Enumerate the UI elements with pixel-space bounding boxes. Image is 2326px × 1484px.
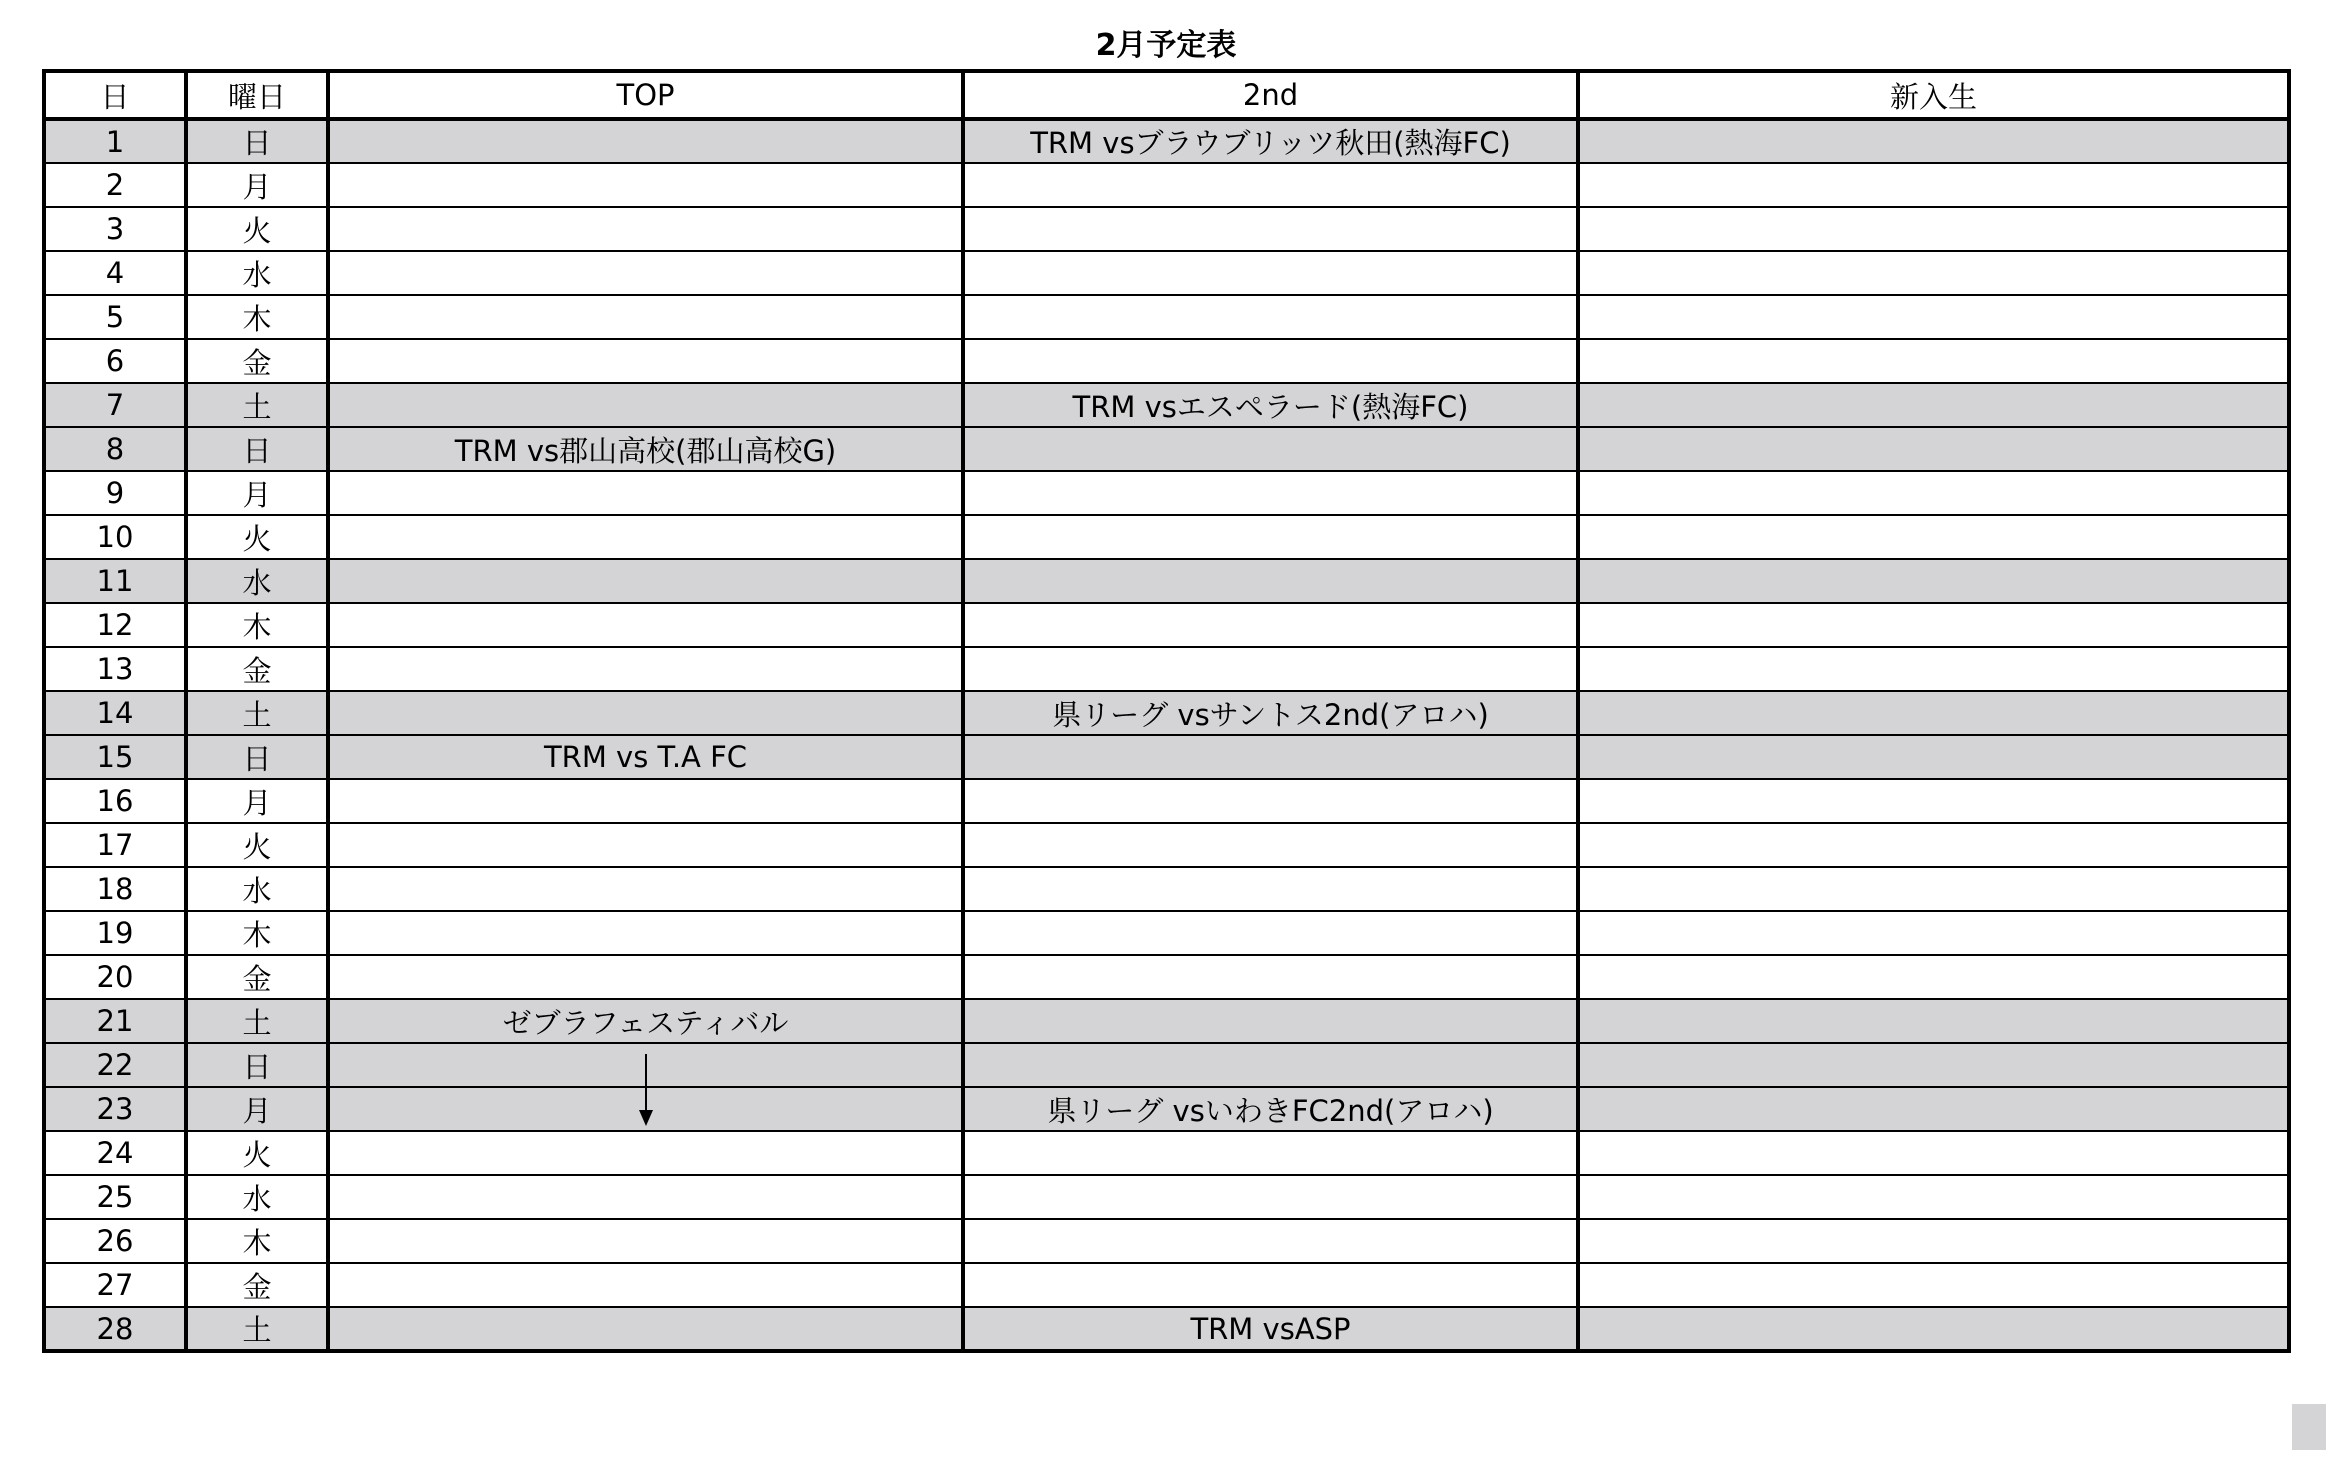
top-cell xyxy=(328,1043,963,1087)
weekday-cell: 水 xyxy=(186,559,328,603)
weekday-cell: 土 xyxy=(186,383,328,427)
day-cell: 27 xyxy=(44,1263,186,1307)
top-cell xyxy=(328,691,963,735)
day-cell: 14 xyxy=(44,691,186,735)
newcomers-cell xyxy=(1578,1087,2289,1131)
newcomers-cell xyxy=(1578,427,2289,471)
weekday-cell: 木 xyxy=(186,911,328,955)
continuation-arrow-icon xyxy=(631,1054,661,1130)
table-row xyxy=(44,1219,2289,1263)
table-row xyxy=(44,647,2289,691)
page-title xyxy=(0,26,2326,66)
second-cell xyxy=(963,1263,1578,1307)
page-edge-shade xyxy=(2292,1404,2326,1450)
newcomers-cell xyxy=(1578,471,2289,515)
top-cell xyxy=(328,1175,963,1219)
table-row xyxy=(44,207,2289,251)
newcomers-cell xyxy=(1578,559,2289,603)
day-cell: 26 xyxy=(44,1219,186,1263)
day-cell: 25 xyxy=(44,1175,186,1219)
second-cell: TRM vsASP xyxy=(963,1307,1578,1351)
table-row xyxy=(44,1263,2289,1307)
second-cell xyxy=(963,163,1578,207)
top-cell xyxy=(328,295,963,339)
weekday-cell: 火 xyxy=(186,515,328,559)
day-cell: 3 xyxy=(44,207,186,251)
newcomers-cell xyxy=(1578,163,2289,207)
day-cell: 6 xyxy=(44,339,186,383)
table-row xyxy=(44,603,2289,647)
table-row xyxy=(44,339,2289,383)
table-row xyxy=(44,295,2289,339)
top-cell xyxy=(328,119,963,163)
second-cell xyxy=(963,427,1578,471)
table-row xyxy=(44,427,2289,471)
weekday-cell: 土 xyxy=(186,691,328,735)
newcomers-cell xyxy=(1578,251,2289,295)
table-row xyxy=(44,867,2289,911)
day-cell: 1 xyxy=(44,119,186,163)
second-cell xyxy=(963,559,1578,603)
day-cell: 22 xyxy=(44,1043,186,1087)
second-cell xyxy=(963,471,1578,515)
day-cell: 18 xyxy=(44,867,186,911)
newcomers-cell xyxy=(1578,735,2289,779)
second-cell xyxy=(963,603,1578,647)
table-row xyxy=(44,823,2289,867)
weekday-cell: 木 xyxy=(186,1219,328,1263)
second-cell xyxy=(963,251,1578,295)
weekday-cell: 木 xyxy=(186,603,328,647)
day-cell: 7 xyxy=(44,383,186,427)
weekday-cell: 月 xyxy=(186,1087,328,1131)
weekday-cell: 水 xyxy=(186,867,328,911)
schedule-table xyxy=(42,69,2291,1353)
newcomers-cell xyxy=(1578,999,2289,1043)
table-row xyxy=(44,119,2289,163)
header-newcomers: 新入生 xyxy=(1578,71,2289,119)
day-cell: 16 xyxy=(44,779,186,823)
table-row xyxy=(44,559,2289,603)
newcomers-cell xyxy=(1578,383,2289,427)
top-cell xyxy=(328,163,963,207)
weekday-cell: 金 xyxy=(186,339,328,383)
weekday-cell: 火 xyxy=(186,823,328,867)
day-cell: 9 xyxy=(44,471,186,515)
day-cell: 20 xyxy=(44,955,186,999)
newcomers-cell xyxy=(1578,1043,2289,1087)
weekday-cell: 金 xyxy=(186,1263,328,1307)
newcomers-cell xyxy=(1578,207,2289,251)
header-top: TOP xyxy=(328,71,963,119)
top-cell xyxy=(328,1219,963,1263)
newcomers-cell xyxy=(1578,779,2289,823)
table-row xyxy=(44,999,2289,1043)
top-cell: TRM vs T.A FC xyxy=(328,735,963,779)
newcomers-cell xyxy=(1578,603,2289,647)
top-cell xyxy=(328,339,963,383)
weekday-cell: 日 xyxy=(186,1043,328,1087)
weekday-cell: 金 xyxy=(186,955,328,999)
day-cell: 19 xyxy=(44,911,186,955)
newcomers-cell xyxy=(1578,1263,2289,1307)
newcomers-cell xyxy=(1578,119,2289,163)
top-cell xyxy=(328,1263,963,1307)
table-row xyxy=(44,779,2289,823)
table-row xyxy=(44,163,2289,207)
newcomers-cell xyxy=(1578,1131,2289,1175)
top-cell xyxy=(328,559,963,603)
schedule-body xyxy=(44,119,2289,1351)
second-cell xyxy=(963,779,1578,823)
weekday-cell: 日 xyxy=(186,427,328,471)
second-cell xyxy=(963,295,1578,339)
newcomers-cell xyxy=(1578,515,2289,559)
weekday-cell: 火 xyxy=(186,1131,328,1175)
header-second: 2nd xyxy=(963,71,1578,119)
table-row xyxy=(44,955,2289,999)
table-row xyxy=(44,911,2289,955)
second-cell: 県リーグ vsサントス2nd(アロハ) xyxy=(963,691,1578,735)
day-cell: 2 xyxy=(44,163,186,207)
second-cell xyxy=(963,515,1578,559)
day-cell: 23 xyxy=(44,1087,186,1131)
top-cell xyxy=(328,1307,963,1351)
newcomers-cell xyxy=(1578,911,2289,955)
day-cell: 24 xyxy=(44,1131,186,1175)
table-row xyxy=(44,1175,2289,1219)
second-cell xyxy=(963,823,1578,867)
top-cell xyxy=(328,647,963,691)
weekday-cell: 水 xyxy=(186,1175,328,1219)
second-cell xyxy=(963,207,1578,251)
top-cell xyxy=(328,779,963,823)
second-cell xyxy=(963,911,1578,955)
newcomers-cell xyxy=(1578,955,2289,999)
second-cell xyxy=(963,1219,1578,1263)
newcomers-cell xyxy=(1578,647,2289,691)
second-cell xyxy=(963,1175,1578,1219)
top-cell xyxy=(328,515,963,559)
day-cell: 21 xyxy=(44,999,186,1043)
top-cell xyxy=(328,955,963,999)
top-cell xyxy=(328,823,963,867)
second-cell: TRM vsブラウブリッツ秋田(熱海FC) xyxy=(963,119,1578,163)
newcomers-cell xyxy=(1578,1175,2289,1219)
weekday-cell: 木 xyxy=(186,295,328,339)
table-row xyxy=(44,251,2289,295)
top-cell xyxy=(328,383,963,427)
table-row xyxy=(44,1131,2289,1175)
top-cell xyxy=(328,867,963,911)
newcomers-cell xyxy=(1578,823,2289,867)
second-cell xyxy=(963,1131,1578,1175)
day-cell: 13 xyxy=(44,647,186,691)
table-row xyxy=(44,1087,2289,1131)
day-cell: 17 xyxy=(44,823,186,867)
top-cell xyxy=(328,471,963,515)
day-cell: 15 xyxy=(44,735,186,779)
weekday-cell: 月 xyxy=(186,779,328,823)
second-cell xyxy=(963,735,1578,779)
table-row xyxy=(44,471,2289,515)
day-cell: 12 xyxy=(44,603,186,647)
weekday-cell: 土 xyxy=(186,1307,328,1351)
table-row xyxy=(44,1307,2289,1351)
second-cell xyxy=(963,955,1578,999)
weekday-cell: 月 xyxy=(186,163,328,207)
day-cell: 4 xyxy=(44,251,186,295)
second-cell: TRM vsエスペラード(熱海FC) xyxy=(963,383,1578,427)
weekday-cell: 火 xyxy=(186,207,328,251)
top-cell xyxy=(328,911,963,955)
second-cell xyxy=(963,867,1578,911)
newcomers-cell xyxy=(1578,339,2289,383)
top-cell: TRM vs郡山高校(郡山高校G) xyxy=(328,427,963,471)
title-text: 2月予定表 xyxy=(1095,28,1237,63)
weekday-cell: 日 xyxy=(186,119,328,163)
top-cell xyxy=(328,1131,963,1175)
newcomers-cell xyxy=(1578,1219,2289,1263)
day-cell: 11 xyxy=(44,559,186,603)
top-cell xyxy=(328,207,963,251)
top-cell: ゼブラフェスティバル xyxy=(328,999,963,1043)
header-row xyxy=(44,71,2289,119)
weekday-cell: 金 xyxy=(186,647,328,691)
day-cell: 28 xyxy=(44,1307,186,1351)
weekday-cell: 土 xyxy=(186,999,328,1043)
newcomers-cell xyxy=(1578,691,2289,735)
table-row xyxy=(44,735,2289,779)
second-cell xyxy=(963,647,1578,691)
top-cell xyxy=(328,603,963,647)
weekday-cell: 月 xyxy=(186,471,328,515)
second-cell xyxy=(963,1043,1578,1087)
top-cell xyxy=(328,251,963,295)
weekday-cell: 水 xyxy=(186,251,328,295)
newcomers-cell xyxy=(1578,867,2289,911)
table-row xyxy=(44,691,2289,735)
day-cell: 5 xyxy=(44,295,186,339)
newcomers-cell xyxy=(1578,295,2289,339)
weekday-cell: 日 xyxy=(186,735,328,779)
second-cell xyxy=(963,999,1578,1043)
second-cell xyxy=(963,339,1578,383)
second-cell: 県リーグ vsいわきFC2nd(アロハ) xyxy=(963,1087,1578,1131)
table-row xyxy=(44,515,2289,559)
day-cell: 10 xyxy=(44,515,186,559)
newcomers-cell xyxy=(1578,1307,2289,1351)
day-cell: 8 xyxy=(44,427,186,471)
header-day: 日 xyxy=(44,71,186,119)
table-row xyxy=(44,1043,2289,1087)
header-weekday: 曜日 xyxy=(186,71,328,119)
table-row xyxy=(44,383,2289,427)
